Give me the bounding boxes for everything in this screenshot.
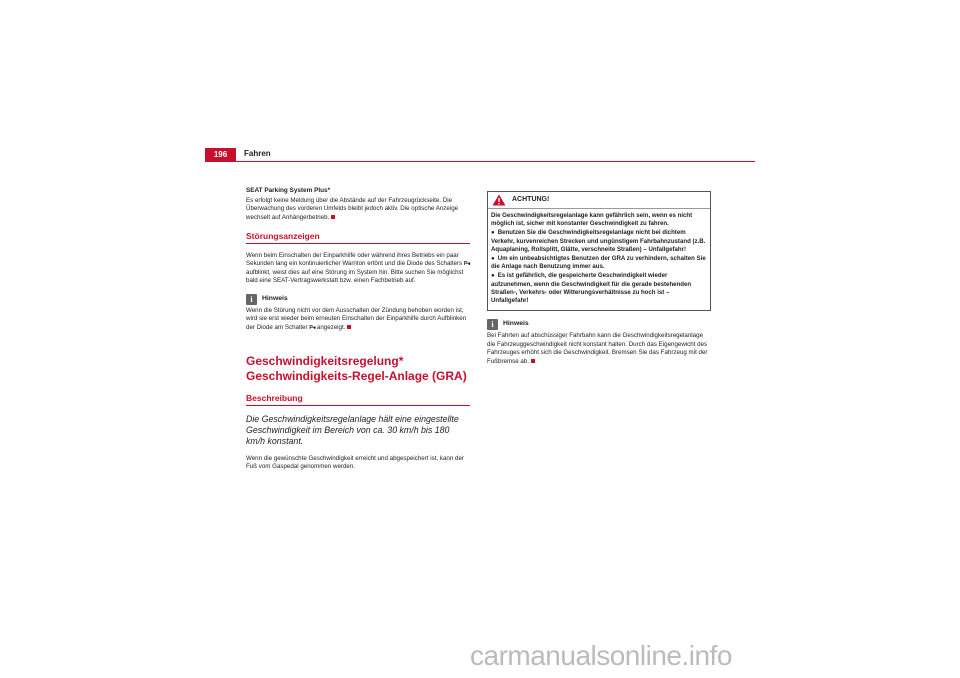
parking-system-title: SEAT Parking System Plus* (246, 187, 331, 194)
end-mark-icon (347, 325, 351, 329)
section-heading-stoerungsanzeigen: Störungsanzeigen (246, 232, 470, 244)
parking-switch-icon: P◂ (309, 324, 316, 331)
right-column (487, 191, 711, 370)
end-mark-icon (331, 215, 335, 219)
bullet-icon: ● (491, 272, 495, 280)
hinweis-note-right (487, 319, 711, 366)
warning-bullet: ● Um ein unbeabsichtigtes Benutzen der GRA zu verhindern, schalten Sie die Anlage nach Benutzung immer aus. (491, 255, 706, 271)
warning-bullet: ● Benutzen Sie die Geschwindigkeitsregelanlage nicht bei dichtem Verkehr, kurvenreichen Strecken und ungünstigem Fahrbahnzustand (z.B. Aquaplaning, Rollsplitt, Glätte, verschneite Straßen) – Unfallgefahr! (491, 229, 706, 253)
bullet-icon: ● (491, 255, 495, 263)
hinweis-text: Bei Fahrten auf abschüssiger Fahrbahn kann die Geschwindigkeitsregelanlage die Fahrzeuggeschwindigkeit nicht konstant halten. Durch das Eigengewicht des Fahrzeuges erhöht sich die Geschwindigkeit. Bremsen Sie das Fahrzeug mit der Fußbremse ab. (487, 332, 708, 365)
warning-lead: Die Geschwindigkeitsregelanlage kann gefährlich sein, wenn es nicht möglich ist, sicher mit konstanter Geschwindigkeit zu fahren. (491, 212, 693, 228)
info-icon: i (487, 319, 498, 330)
intro-text: Die Geschwindigkeitsregelanlage hält eine eingestellte Geschwindigkeit im Bereich von ca. 30 km/h bis 180 km/h konstant. (246, 413, 459, 446)
left-column (246, 187, 470, 476)
hinweis-note-left (246, 294, 470, 333)
chapter-title: Geschwindigkeitsregelung* Geschwindigkeits-Regel-Anlage (GRA) (246, 354, 467, 383)
page-header-title: Fahren (244, 149, 271, 158)
body-text: Wenn die gewünschte Geschwindigkeit erreicht und abgespeichert ist, kann der Fuß vom Gaspedal genommen werden. (246, 454, 464, 470)
parking-switch-icon: P◂ (463, 261, 470, 267)
parking-system-text: Es erfolgt keine Meldung über die Abstände auf der Fahrzeugrückseite. Die Überwachung des vorderen Umfelds bleibt jedoch aktiv. Die optische Anzeige wechselt auf Anhängerbetrieb. (246, 196, 459, 221)
section-heading-beschreibung: Beschreibung (246, 394, 470, 406)
warning-box (487, 191, 711, 311)
hinweis-label: Hinweis (503, 320, 529, 328)
warning-title: ACHTUNG! (512, 195, 550, 203)
header-rule (205, 161, 755, 162)
bullet-icon: ● (491, 229, 495, 237)
hinweis-text: Wenn die Störung nicht vor dem Ausschalten der Zündung behoben worden ist, wird sie erst wieder beim erneuten Einschalten der Einparkhilfe durch Aufblinken der Diode am Schalter P◂ angezeigt. (246, 306, 467, 331)
warning-triangle-icon (492, 194, 506, 206)
page-number: 196 (205, 148, 236, 161)
watermark: carmanualsonline.info (470, 640, 732, 671)
stoerung-text: Wenn beim Einschalten der Einparkhilfe oder während ihres Betriebs ein paar Sekunden lang ein kontinuierlicher Warnton ertönt und die Diode des Schalters P◂ aufblinkt, weist dies auf eine Störung im System hin. Bitte suchen Sie möglichst bald eine SEAT-Vertragswerkstatt bzw. einen Fachbetrieb auf. (246, 251, 470, 284)
warning-bullet: ● Es ist gefährlich, die gespeicherte Geschwindigkeit wieder aufzunehmen, wenn die Geschwindigkeit für die gerade bestehenden Straßen-, Verkehrs- oder Witterungsverhältnisse zu hoch ist – Unfallgefahr! (491, 272, 692, 305)
info-icon: i (246, 294, 257, 305)
end-mark-icon (531, 359, 535, 363)
hinweis-label: Hinweis (262, 294, 288, 302)
